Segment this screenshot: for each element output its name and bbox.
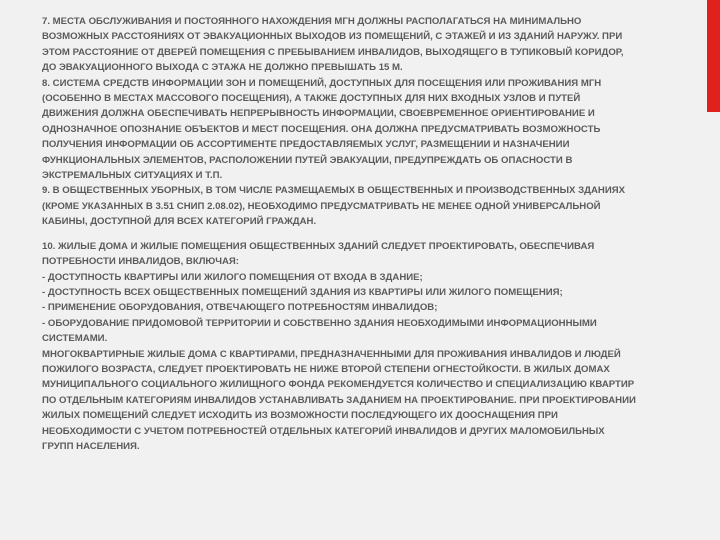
paragraph-7: 7. МЕСТА ОБСЛУЖИВАНИЯ И ПОСТОЯННОГО НАХОЖДЕНИЯ МГН ДОЛЖНЫ РАСПОЛАГАТЬСЯ НА МИНИМАЛЬНО ВОЗМОЖНЫХ РАССТОЯНИЯХ ОТ ЭВАКУАЦИОННЫХ ВЫХОДОВ ИЗ ПОМЕЩЕНИЙ, С ЭТАЖЕЙ И ИЗ ЗДАНИЙ НАРУЖУ. ПРИ ЭТОМ РАССТОЯНИЕ ОТ ДВЕРЕЙ ПОМЕЩЕНИЯ С ПРЕБЫВАНИЕМ ИНВАЛИДОВ, ВЫХОДЯЩЕГО В ТУПИКОВЫЙ КОРИДОР, ДО ЭВАКУАЦИОННОГО ВЫХОДА С ЭТАЖА НЕ ДОЛЖНО ПРЕВЫШАТЬ 15 М. bbox=[42, 16, 624, 74]
paragraph-8: 8. СИСТЕМА СРЕДСТВ ИНФОРМАЦИИ ЗОН И ПОМЕЩЕНИЙ, ДОСТУПНЫХ ДЛЯ ПОСЕЩЕНИЯ ИЛИ ПРОЖИВАНИЯ МГН (ОСОБЕННО В МЕСТАХ МАССОВОГО ПОСЕЩЕНИЯ), А ТАКЖЕ ДОСТУПНЫХ ДЛЯ НИХ ВХОДНЫХ УЗЛОВ И ПУТЕЙ ДВИЖЕНИЯ ДОЛЖНА ОБЕСПЕЧИВАТЬ НЕПРЕРЫВНОСТЬ ИНФОРМАЦИИ, СВОЕВРЕМЕННОЕ ОРИЕНТИРОВАНИЕ И ОДНОЗНАЧНОЕ ОПОЗНАНИЕ ОБЪЕКТОВ И МЕСТ ПОСЕЩЕНИЯ. ОНА ДОЛЖНА ПРЕДУСМАТРИВАТЬ ВОЗМОЖНОСТЬ ПОЛУЧЕНИЯ ИНФОРМАЦИИ ОБ АССОРТИМЕНТЕ ПРЕДОСТАВЛЯЕМЫХ УСЛУГ, РАЗМЕЩЕНИИ И НАЗНАЧЕНИИ ФУНКЦИОНАЛЬНЫХ ЭЛЕМЕНТОВ, РАСПОЛОЖЕНИИ ПУТЕЙ ЭВАКУАЦИИ, ПРЕДУПРЕЖДАТЬ ОБ ОПАСНОСТИ В ЭКСТРЕМАЛЬНЫХ СИТУАЦИЯХ И Т.П. bbox=[42, 77, 602, 182]
paragraph-9: 9. В ОБЩЕСТВЕННЫХ УБОРНЫХ, В ТОМ ЧИСЛЕ РАЗМЕЩАЕМЫХ В ОБЩЕСТВЕННЫХ И ПРОИЗВОДСТВЕННЫХ ЗДАНИЯХ (КРОМЕ УКАЗАННЫХ В 3.51 СНИП 2.08.02), НЕОБХОДИМО ПРЕДУСМАТРИВАТЬ НЕ МЕНЕЕ ОДНОЙ УНИВЕРСАЛЬНОЙ КАБИНЫ, ДОСТУПНОЙ ДЛЯ ВСЕХ КАТЕГОРИЙ ГРАЖДАН. bbox=[42, 185, 626, 228]
paragraph-apartment-buildings: МНОГОКВАРТИРНЫЕ ЖИЛЫЕ ДОМА С КВАРТИРАМИ, ПРЕДНАЗНАЧЕННЫМИ ДЛЯ ПРОЖИВАНИЯ ИНВАЛИДОВ И ЛЮДЕЙ ПОЖИЛОГО ВОЗРАСТА, СЛЕДУЕТ ПРОЕКТИРОВАТЬ НЕ НИЖЕ ВТОРОЙ СТЕПЕНИ ОГНЕСТОЙКОСТИ. В ЖИЛЫХ ДОМАХ МУНИЦИПАЛЬНОГО СОЦИАЛЬНОГО ЖИЛИЩНОГО ФОНДА РЕКОМЕНДУЕТСЯ КОЛИЧЕСТВО И СПЕЦИАЛИЗАЦИЮ КВАРТИР ПО ОТДЕЛЬНЫМ КАТЕГОРИЯМ ИНВАЛИДОВ УСТАНАВЛИВАТЬ ЗАДАНИЕМ НА ПРОЕКТИРОВАНИЕ. ПРИ ПРОЕКТИРОВАНИИ ЖИЛЫХ ПОМЕЩЕНИЙ СЛЕДУЕТ ИСХОДИТЬ ИЗ ВОЗМОЖНОСТИ ПОСЛЕДУЮЩЕГО ИХ ДООСНАЩЕНИЯ ПРИ НЕОБХОДИМОСТИ С УЧЕТОМ ПОТРЕБНОСТЕЙ ОТДЕЛЬНЫХ КАТЕГОРИЙ ИНВАЛИДОВ И ДРУГИХ МАЛОМОБИЛЬНЫХ ГРУПП НАСЕЛЕНИЯ. bbox=[42, 348, 636, 452]
text-block bbox=[42, 14, 638, 454]
paragraph-gap bbox=[42, 230, 638, 239]
paragraph-10: 10. ЖИЛЫЕ ДОМА И ЖИЛЫЕ ПОМЕЩЕНИЯ ОБЩЕСТВЕННЫХ ЗДАНИЙ СЛЕДУЕТ ПРОЕКТИРОВАТЬ, ОБЕСПЕЧИВАЯ ПОТРЕБНОСТИ ИНВАЛИДОВ, ВКЛЮЧАЯ: - ДОСТУПНОСТЬ КВАРТИРЫ ИЛИ ЖИЛОГО ПОМЕЩЕНИЯ ОТ ВХОДА В ЗДАНИЕ; - ДОСТУПНОСТЬ ВСЕХ ОБЩЕСТВЕННЫХ ПОМЕЩЕНИЙ ЗДАНИЯ ИЗ КВАРТИРЫ ИЛИ ЖИЛОГО ПОМЕЩЕНИЯ; - ПРИМЕНЕНИЕ ОБОРУДОВАНИЯ, ОТВЕЧАЮЩЕГО ПОТРЕБНОСТЯМ ИНВАЛИДОВ; - ОБОРУДОВАНИЕ ПРИДОМОВОЙ ТЕРРИТОРИИ И СОБСТВЕННО ЗДАНИЯ НЕОБХОДИМЫМИ ИНФОРМАЦИОННЫМИ СИСТЕМАМИ. bbox=[42, 240, 597, 345]
accent-bar bbox=[707, 0, 720, 112]
